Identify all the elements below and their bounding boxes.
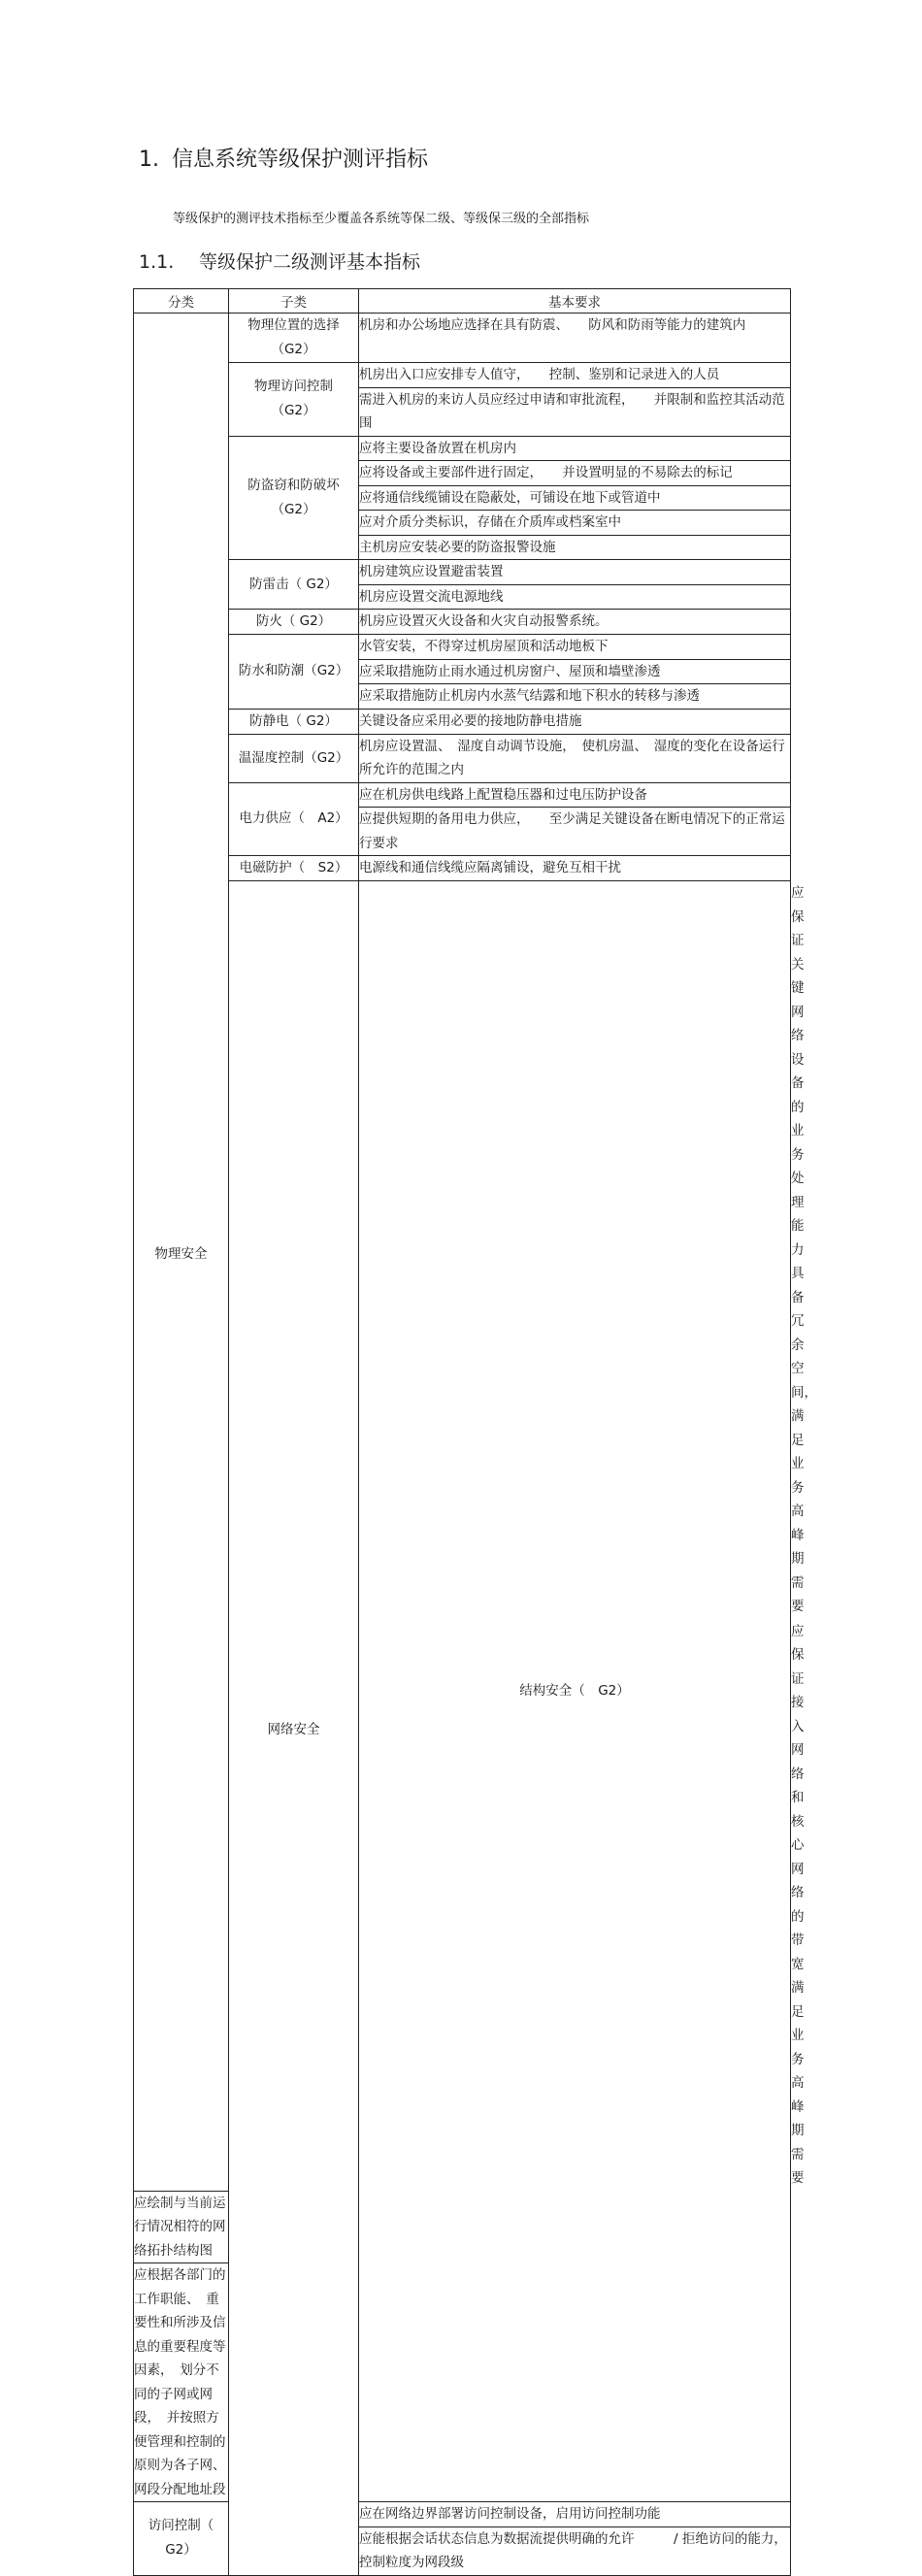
subclass-cell: [229, 436, 359, 560]
category-cell: 物理安全: [134, 314, 229, 2192]
table-row: [134, 709, 791, 734]
subclass-cell: 防水和防潮（G2）: [229, 635, 359, 710]
section-number: 1.: [139, 148, 159, 172]
category-cell: 网络安全: [229, 881, 359, 2576]
subclass-cell: 电力供应（ A2）: [229, 782, 359, 856]
subclass-cell: 温湿度控制（G2）: [229, 734, 359, 782]
requirement-cell: 应能根据会话状态信息为数据流提供明确的允许 / 拒绝访问的能力，控制粒度为网段级: [359, 2526, 791, 2575]
requirement-cell: 应采取措施防止机房内水蒸气结露和地下积水的转移与渗透: [359, 684, 791, 710]
requirement-cell: 机房应设置灭火设备和火灾自动报警系统。: [359, 610, 791, 635]
requirement-cell: 主机房应安装必要的防盗报警设施: [359, 535, 791, 560]
subclass-cell: 防雷击（ G2）: [229, 560, 359, 610]
requirement-cell: 应将主要设备放置在机房内: [359, 436, 791, 461]
requirement-cell: 应采取措施防止雨水通过机房窗户、屋顶和墙壁渗透: [359, 659, 791, 684]
requirement-cell: 应绘制与当前运行情况相符的网络拓扑结构图: [134, 2191, 229, 2263]
requirement-cell: 机房出入口应安排专人值守， 控制、鉴别和记录进入的人员: [359, 363, 791, 388]
table-header-row: [134, 289, 791, 314]
table-row: 网络安全 结构安全（ G2） 应保证关键网络设备的业务处理能力具备冗余空间， 满足业务高峰期需要: [134, 881, 791, 1620]
table-row: [134, 610, 791, 635]
header-category: 分类: [134, 289, 229, 314]
header-requirement: 基本要求: [359, 289, 791, 314]
subclass-cell: 电磁防护（ S2）: [229, 856, 359, 881]
requirement-cell: 机房和办公场地应选择在具有防震、 防风和防雨等能力的建筑内: [359, 314, 791, 363]
requirement-cell: 机房应设置温、 湿度自动调节设施， 使机房温、 湿度的变化在设备运行所允许的范围之内: [359, 734, 791, 782]
table-row: [134, 782, 791, 808]
requirement-cell: 机房应设置交流电源地线: [359, 584, 791, 610]
intro-paragraph: 等级保护的测评技术指标至少覆盖各系统等保二级、等级保三级的全部指标: [173, 212, 590, 226]
subclass-name: 物理访问控制: [254, 379, 333, 395]
table-row: [134, 436, 791, 461]
section-heading-2: [139, 249, 420, 275]
table-row: [134, 363, 791, 388]
header-subclass: 子类: [229, 289, 359, 314]
subclass-code: （G2）: [271, 403, 316, 419]
table-row: [134, 560, 791, 585]
requirement-cell: 应提供短期的备用电力供应， 至少满足关键设备在断电情况下的正常运行要求: [359, 808, 791, 856]
table-row: [134, 856, 791, 881]
requirement-cell: 机房建筑应设置避雷装置: [359, 560, 791, 585]
requirement-cell: 电源线和通信线缆应隔离铺设，避免互相干扰: [359, 856, 791, 881]
subclass-cell: 防静电（ G2）: [229, 709, 359, 734]
table-row: [134, 734, 791, 782]
subclass-code: （G2）: [271, 342, 316, 357]
subclass-cell: 结构安全（ G2）: [359, 881, 791, 2502]
table-row: [134, 314, 791, 363]
requirement-cell: 应根据各部门的工作职能、 重要性和所涉及信息的重要程度等因素， 划分不同的子网或网段， 并按照方便管理和控制的原则为各子网、网段分配地址段: [134, 2263, 229, 2502]
subsection-number: 1.1.: [139, 251, 175, 273]
subclass-code: （G2）: [271, 501, 316, 517]
subclass-cell: [229, 363, 359, 437]
requirement-cell: 水管安装，不得穿过机房屋顶和活动地板下: [359, 635, 791, 660]
requirements-table: [133, 288, 838, 2576]
subclass-cell: 访问控制（ G2）: [134, 2502, 229, 2576]
table-row: [134, 635, 791, 660]
section-heading-1: [139, 146, 428, 175]
requirement-cell: 应将通信线缆铺设在隐蔽处，可铺设在地下或管道中: [359, 485, 791, 511]
requirement-cell: 需进入机房的来访人员应经过申请和审批流程， 并限制和监控其活动范围: [359, 387, 791, 436]
subsection-title: 等级保护二级测评基本指标: [199, 251, 421, 273]
requirement-cell: 应在网络边界部署访问控制设备，启用访问控制功能: [359, 2502, 791, 2527]
subclass-name: 防盗窃和防破坏: [247, 477, 340, 493]
subclass-cell: [229, 314, 359, 363]
requirement-cell: 关键设备应采用必要的接地防静电措施: [359, 709, 791, 734]
requirement-cell: 应将设备或主要部件进行固定， 并设置明显的不易除去的标记: [359, 461, 791, 486]
subclass-cell: 防火（ G2）: [229, 610, 359, 635]
section-title: 信息系统等级保护测评指标: [172, 148, 429, 172]
table-row: 应保证接入网络和核心网络的带宽满足业务高峰期需要: [791, 1623, 805, 2186]
requirement-cell: 应对介质分类标识，存储在介质库或档案室中: [359, 511, 791, 536]
requirement-cell: 应在机房供电线路上配置稳压器和过电压防护设备: [359, 782, 791, 808]
subclass-name: 物理位置的选择: [247, 317, 340, 333]
